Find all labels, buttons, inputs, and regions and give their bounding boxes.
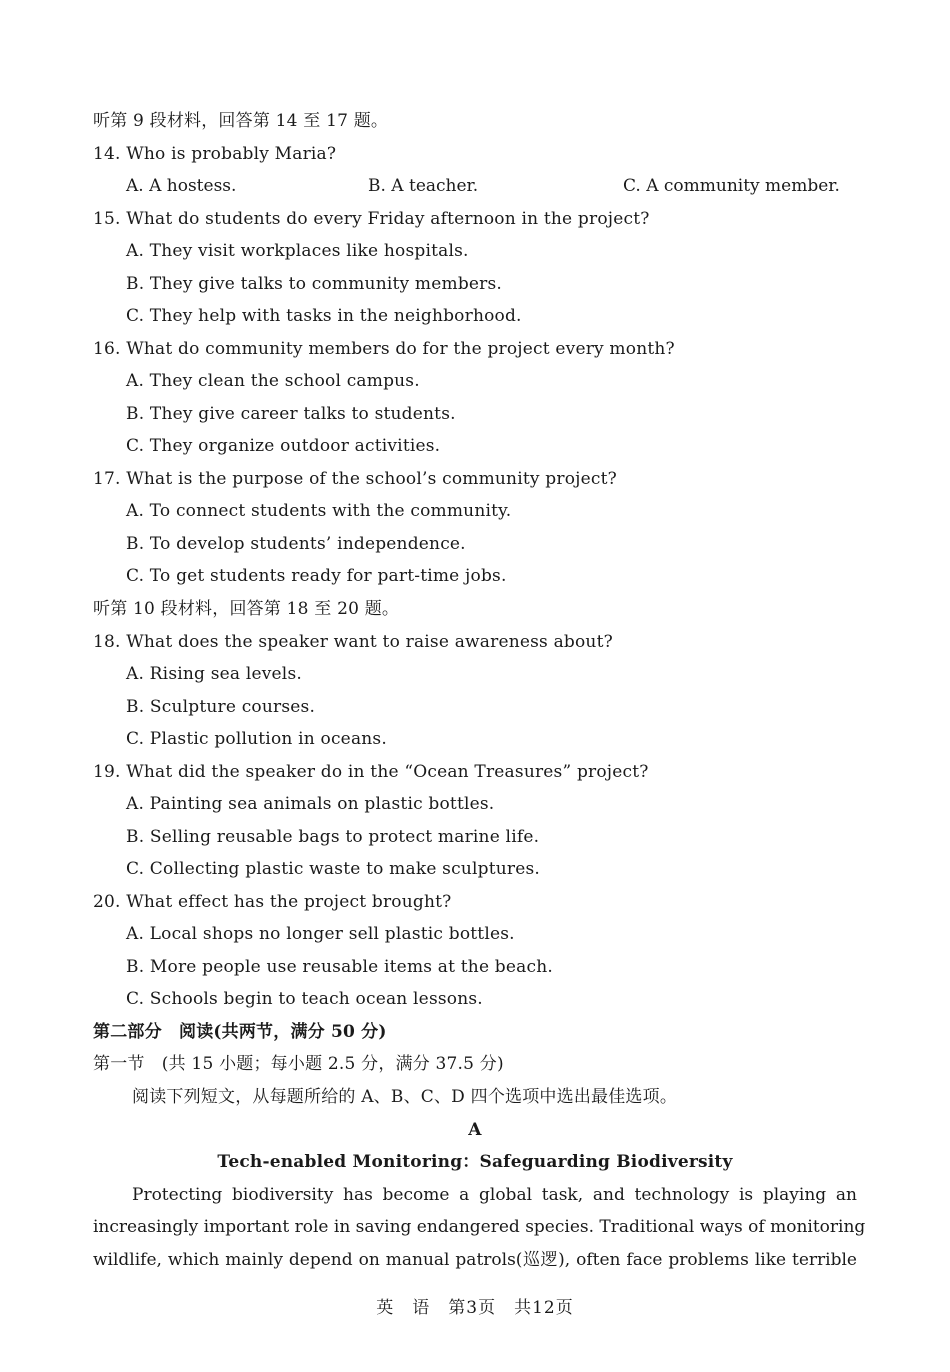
option-c: C. To get students ready for part-time jobs. (126, 566, 507, 586)
option-a: A. Local shops no longer sell plastic bottles. (126, 924, 515, 944)
paragraph-line: increasingly important role in saving endangered species. Traditional ways of monitoring (93, 1217, 866, 1237)
question-14: 14. Who is probably Maria? (93, 144, 337, 164)
option-b: B. To develop students’ independence. (126, 534, 466, 554)
option-c: C. Plastic pollution in oceans. (126, 729, 387, 749)
option-b: B. They give career talks to students. (126, 404, 456, 424)
option-a: A. To connect students with the community. (126, 501, 512, 521)
reading-instruction: 阅读下列短文，从每题所给的 A、B、C、D 四个选项中选出最佳选项。 (132, 1087, 678, 1107)
question-17: 17. What is the purpose of the school’s community project? (93, 469, 617, 489)
section-one-title: 第一节 (共 15 小题；每小题 2.5 分，满分 37.5 分) (93, 1054, 504, 1074)
option-c: C. They organize outdoor activities. (126, 436, 441, 456)
option-c: C. A community member. (623, 176, 840, 196)
option-a: A. Rising sea levels. (126, 664, 302, 684)
option-a: A. Painting sea animals on plastic bottles. (126, 794, 495, 814)
question-18: 18. What does the speaker want to raise awareness about? (93, 632, 613, 652)
passage-title: Tech-enabled Monitoring：Safeguarding Biodiversity (217, 1152, 733, 1172)
option-a: A. They visit workplaces like hospitals. (126, 241, 469, 261)
question-20: 20. What effect has the project brought? (93, 892, 452, 912)
option-c: C. They help with tasks in the neighborhood. (126, 306, 522, 326)
option-c: C. Collecting plastic waste to make sculptures. (126, 859, 540, 879)
question-16: 16. What do community members do for the project every month? (93, 339, 675, 359)
question-15: 15. What do students do every Friday afternoon in the project? (93, 209, 650, 229)
paragraph-line: wildlife, which mainly depend on manual patrols(巡逻), often face problems like terrible (93, 1250, 857, 1270)
part-two-title: 第二部分 阅读(共两节，满分 50 分) (93, 1022, 387, 1042)
option-a: A. A hostess. (126, 176, 237, 196)
section-intro-10: 听第 10 段材料，回答第 18 至 20 题。 (93, 599, 400, 619)
option-b: B. Selling reusable bags to protect marine life. (126, 827, 540, 847)
option-c: C. Schools begin to teach ocean lessons. (126, 989, 483, 1009)
option-b: B. A teacher. (368, 176, 479, 196)
paragraph-line: Protecting biodiversity has become a global task, and technology is playing an (132, 1185, 857, 1205)
passage-letter: A (468, 1120, 482, 1140)
question-19: 19. What did the speaker do in the “Ocean Treasures” project? (93, 762, 649, 782)
page-footer: 英 语 第3页 共12页 (376, 1298, 574, 1318)
option-b: B. Sculpture courses. (126, 697, 316, 717)
option-b: B. More people use reusable items at the beach. (126, 957, 553, 977)
option-a: A. They clean the school campus. (126, 371, 420, 391)
option-b: B. They give talks to community members. (126, 274, 503, 294)
section-intro-9: 听第 9 段材料，回答第 14 至 17 题。 (93, 111, 389, 131)
question-14-options (126, 175, 866, 197)
